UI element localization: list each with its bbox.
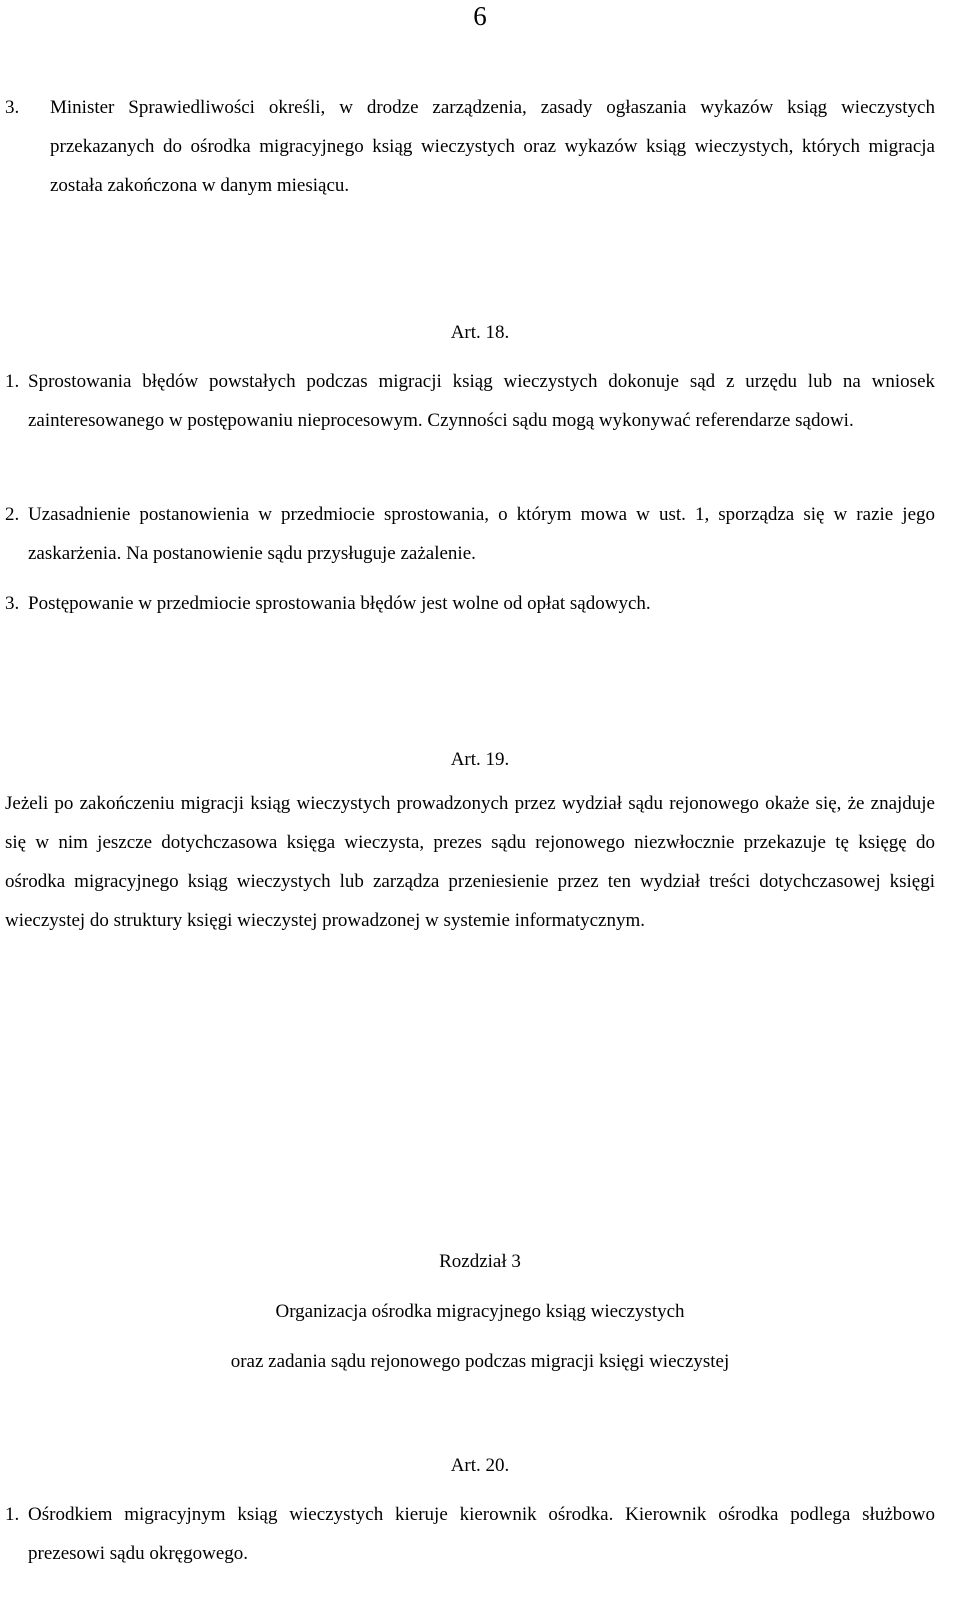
- chapter-title-line-1: Organizacja ośrodka migracyjnego ksiąg wieczystych: [275, 1301, 685, 1322]
- paragraph-number: 3.: [5, 593, 20, 614]
- paragraph-3-publication-of-lists: [5, 88, 935, 205]
- paragraph-number: 1.: [5, 371, 20, 392]
- article-20-heading: Art. 20.: [450, 1455, 510, 1476]
- page-number: 6: [473, 1, 487, 31]
- paragraph-number: 3.: [5, 97, 20, 118]
- paragraph-text: Uzasadnienie postanowienia w przedmiocie sprostowania, o którym mowa w ust. 1, sporządza się w razie jego zaskarżenia. Na postanowienie sądu przysługuje zażalenie.: [28, 504, 935, 564]
- art18-paragraph-3: [5, 584, 935, 623]
- paragraph-text: Postępowanie w przedmiocie sprostowania błędów jest wolne od opłat sądowych.: [28, 593, 651, 614]
- article-19-text: Jeżeli po zakończeniu migracji ksiąg wieczystych prowadzonych przez wydział sądu rejonowego okaże się, że znajduje się w nim jeszcze dotychczasowa księga wieczysta, prezes sądu rejonowego niezwłocznie przekazuje tę księgę do ośrodka migracyjnego ksiąg wieczystych lub zarządza przeniesienie przez ten wydział treści dotychczasowej księgi wieczystej do struktury księgi wieczystej prowadzonej w systemie informatycznym.: [5, 793, 935, 931]
- art20-paragraph-1: [5, 1495, 935, 1573]
- paragraph-text: Minister Sprawiedliwości określi, w drodze zarządzenia, zasady ogłaszania wykazów ksiąg wieczystych przekazanych do ośrodka migracyjnego ksiąg wieczystych oraz wykazów ksiąg wieczystych, których migracja została zakończona w danym miesiącu.: [50, 97, 935, 196]
- paragraph-number: 1.: [5, 1504, 20, 1525]
- paragraph-text: Ośrodkiem migracyjnym ksiąg wieczystych kieruje kierownik ośrodka. Kierownik ośrodka podlega służbowo prezesowi sądu okręgowego.: [28, 1504, 935, 1564]
- art18-paragraph-2: [5, 495, 935, 573]
- chapter-title-line-2: oraz zadania sądu rejonowego podczas migracji księgi wieczystej: [230, 1351, 730, 1372]
- art18-paragraph-1: [5, 362, 935, 440]
- article-18-heading: Art. 18.: [450, 322, 510, 343]
- chapter-label: Rozdział 3: [439, 1251, 521, 1272]
- paragraph-text: Sprostowania błędów powstałych podczas migracji ksiąg wieczystych dokonuje sąd z urzędu lub na wniosek zainteresowanego w postępowaniu nieprocesowym. Czynności sądu mogą wykonywać referendarze sądowi.: [28, 371, 935, 431]
- paragraph-number: 2.: [5, 504, 20, 525]
- article-19-heading: Art. 19.: [450, 749, 510, 770]
